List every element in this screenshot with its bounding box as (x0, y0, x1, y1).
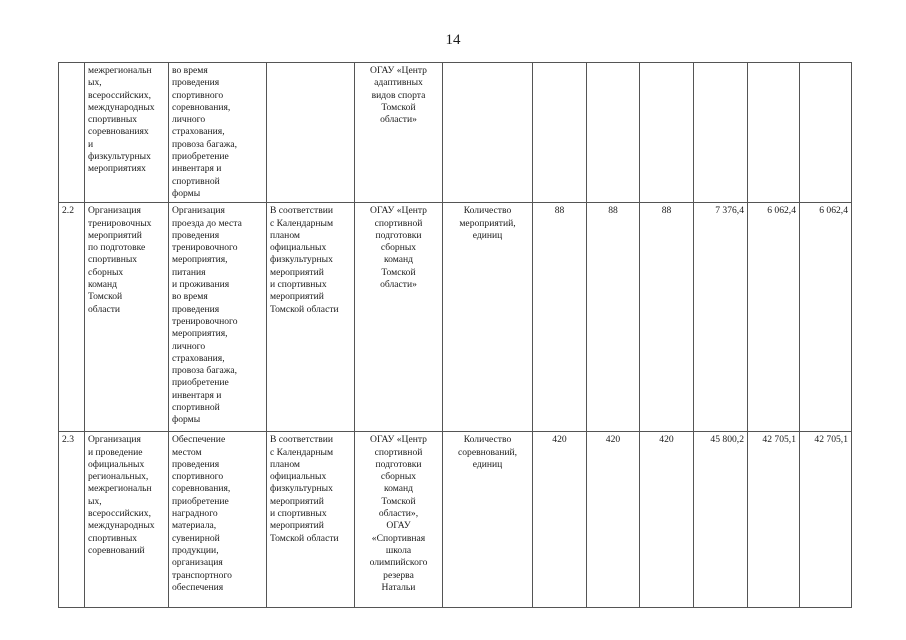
event-description: во время проведения спортивного соревнования, личного страхования, провоза багажа, приобретение инвентаря и спортивной формы (169, 63, 267, 203)
event-description: Организация проезда до места проведения тренировочного мероприятия, питания и проживания во время проведения тренировочного мероприятия, личного страхования, провоза багажа, приобретение инвентаря и спортивной формы (169, 203, 267, 432)
event-executor: ОГАУ «Центр спортивной подготовки сборных команд Томской области», ОГАУ «Спортивная школа олимпийского резерва Натальи (355, 432, 443, 608)
row-number: 2.3 (59, 432, 85, 608)
funding-value-3: 6 062,4 (800, 203, 852, 432)
indicator-value-2: 88 (587, 203, 640, 432)
indicator-value-3: 420 (640, 432, 694, 608)
event-name: межрегиональн ых, всероссийских, международных спортивных соревнованиях и физкультурных мероприятиях (85, 63, 169, 203)
funding-value-1 (694, 63, 748, 203)
page-number: 14 (445, 32, 461, 48)
event-indicator (443, 63, 533, 203)
row-number: 2.2 (59, 203, 85, 432)
program-table (58, 62, 852, 608)
event-basis (267, 63, 355, 203)
indicator-value-2 (587, 63, 640, 203)
event-indicator: Количество соревнований, единиц (443, 432, 533, 608)
table-row (59, 63, 852, 203)
event-executor: ОГАУ «Центр спортивной подготовки сборных команд Томской области» (355, 203, 443, 432)
funding-value-2: 42 705,1 (748, 432, 800, 608)
event-basis: В соответствии с Календарным планом официальных физкультурных мероприятий и спортивных мероприятий Томской области (267, 203, 355, 432)
funding-value-2 (748, 63, 800, 203)
table-row (59, 432, 852, 608)
funding-value-1: 7 376,4 (694, 203, 748, 432)
row-number (59, 63, 85, 203)
table-row (59, 203, 852, 432)
event-executor: ОГАУ «Центр адаптивных видов спорта Томской области» (355, 63, 443, 203)
event-name: Организация и проведение официальных региональных, межрегиональн ых, всероссийских, международных спортивных соревнований (85, 432, 169, 608)
indicator-value-3 (640, 63, 694, 203)
event-description: Обеспечение местом проведения спортивного соревнования, приобретение наградного материала, сувенирной продукции, организация транспортного обеспечения (169, 432, 267, 608)
indicator-value-1 (533, 63, 587, 203)
event-basis: В соответствии с Календарным планом официальных физкультурных мероприятий и спортивных мероприятий Томской области (267, 432, 355, 608)
funding-value-2: 6 062,4 (748, 203, 800, 432)
indicator-value-3: 88 (640, 203, 694, 432)
indicator-value-1: 420 (533, 432, 587, 608)
event-name: Организация тренировочных мероприятий по подготовке спортивных сборных команд Томской области (85, 203, 169, 432)
funding-value-3: 42 705,1 (800, 432, 852, 608)
event-indicator: Количество мероприятий, единиц (443, 203, 533, 432)
indicator-value-2: 420 (587, 432, 640, 608)
indicator-value-1: 88 (533, 203, 587, 432)
funding-value-1: 45 800,2 (694, 432, 748, 608)
funding-value-3 (800, 63, 852, 203)
